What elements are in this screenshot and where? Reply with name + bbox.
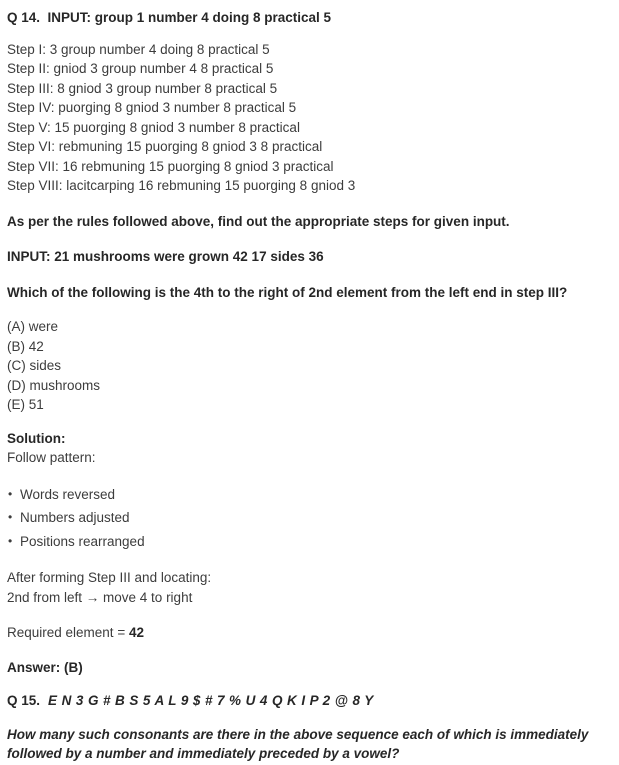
q14-option-d: (D) mushrooms — [7, 377, 101, 393]
q14-option-e: (E) 51 — [7, 397, 44, 412]
q14-step-line: Step IV: puorging 8 gniod 3 number 8 practical 5 — [7, 100, 297, 115]
q14-pattern-list — [7, 485, 611, 552]
q14-answer: Answer: (B) — [7, 659, 83, 675]
q14-step-line: Step V: 15 puorging 8 gniod 3 number 8 practical — [7, 119, 300, 135]
q14-options — [7, 317, 611, 415]
q14-step-line: Step VII: 16 rebmuning 15 puorging 8 gniod 3 practical — [7, 158, 334, 174]
q14-step-line: Step VIII: lacitcarping 16 rebmuning 15 puorging 8 gniod 3 — [7, 178, 356, 193]
q14-step-line: Step II: gniod 3 group number 4 8 practical 5 — [7, 61, 274, 76]
q14-option-c: (C) sides — [7, 358, 62, 373]
q14-after-block — [7, 568, 611, 607]
required-label: Required element = — [7, 625, 129, 640]
q14-step-line: Step III: 8 gniod 3 group number 8 practical 5 — [7, 80, 278, 96]
q14-title: Q 14. INPUT: group 1 number 4 doing 8 practical 5 — [7, 10, 332, 25]
q14-solution-block — [7, 429, 611, 468]
q15-sequence: E N 3 G # B S 5 A L 9 $ # 7 % U 4 Q K I P 2 @ 8 Y — [48, 693, 374, 708]
q15-label: Q 15. — [7, 693, 41, 708]
pattern-item: • Numbers adjusted — [7, 508, 611, 528]
q14-option-b: (B) 42 — [7, 338, 44, 354]
q14-instruction: As per the rules followed above, find out the appropriate steps for given input. — [7, 213, 510, 229]
after-line1: After forming Step III and locating: — [7, 570, 212, 585]
follow-pattern-label: Follow pattern: — [7, 450, 96, 465]
q14-input-line: INPUT: 21 mushrooms were grown 42 17 sides 36 — [7, 249, 324, 264]
q15-sequence-line — [7, 691, 611, 711]
q14-question: Which of the following is the 4th to the right of 2nd element from the left end in step III? — [7, 284, 568, 300]
pattern-item: • Positions rearranged — [7, 532, 611, 552]
q14-step-line: Step VI: rebmuning 15 puorging 8 gniod 3 8 practical — [7, 139, 323, 154]
q15-question: How many such consonants are there in the above sequence each of which is immediately followed by a number and immediately preceded by a vowel? — [7, 726, 589, 761]
q14-required-line — [7, 623, 611, 643]
pattern-item: • Words reversed — [7, 485, 611, 505]
after-line2: 2nd from left → move 4 to right — [7, 589, 193, 605]
q14-steps — [7, 40, 611, 196]
q14-step-line: Step I: 3 group number 4 doing 8 practical 5 — [7, 41, 270, 57]
q14-option-a: (A) were — [7, 319, 59, 334]
required-value: 42 — [128, 625, 144, 640]
solution-label: Solution: — [7, 430, 66, 446]
